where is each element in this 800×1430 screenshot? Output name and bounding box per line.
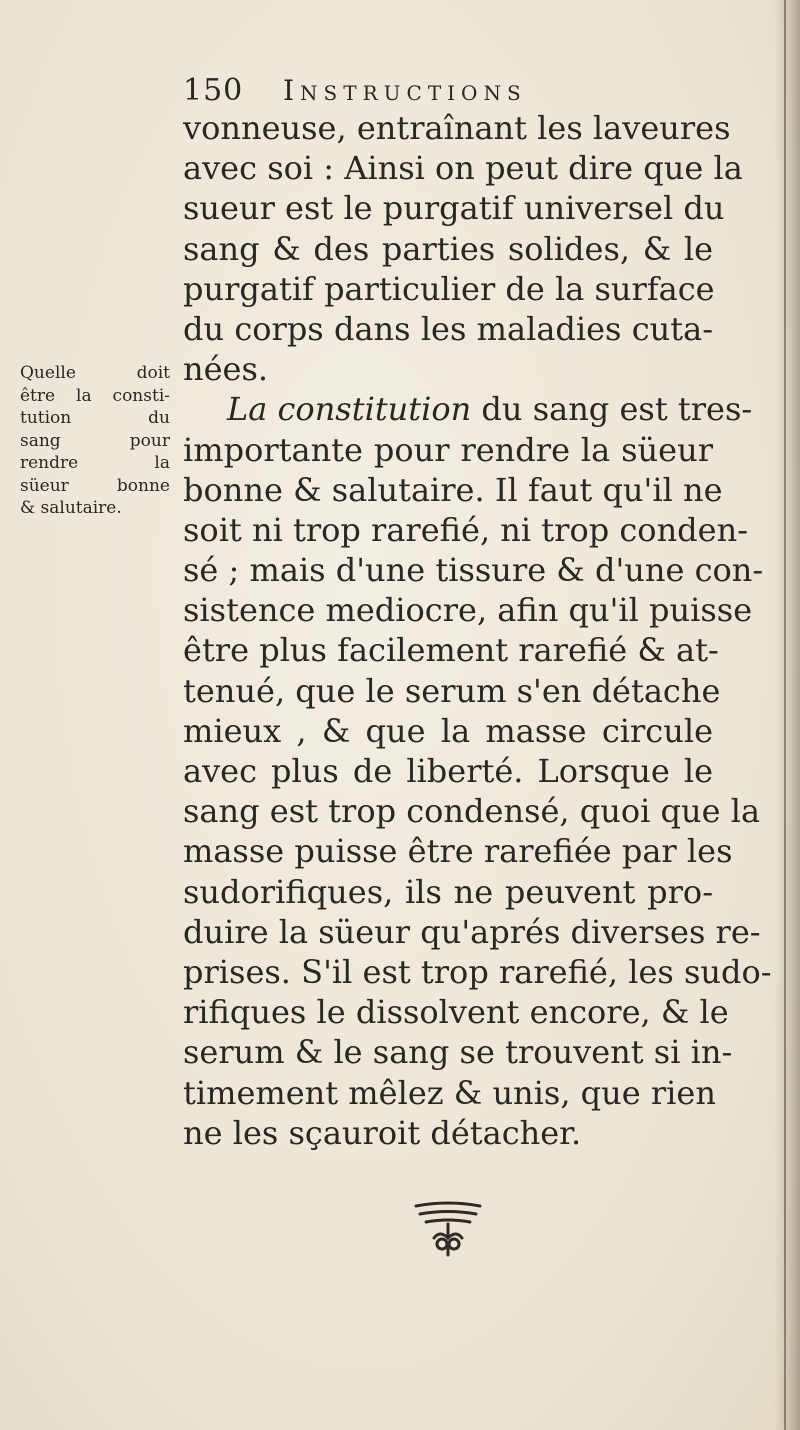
text-fragment: du sang est tres- — [471, 390, 753, 429]
text-line: sé ; mais d'une tissure & d'une con- — [183, 551, 764, 590]
text-line: purgatif particulier de la surface — [183, 269, 715, 308]
text-line — [183, 389, 753, 429]
printer-ornament-icon — [412, 1198, 484, 1258]
text-line: sudorifiques, ils ne peuvent pro- — [183, 872, 713, 911]
text-line: soit ni trop rarefié, ni trop conden- — [183, 510, 749, 549]
text-line: sistence mediocre, afin qu'il puisse — [183, 591, 753, 630]
margin-note-line: sang pour — [20, 430, 170, 451]
text-line: tenué, que le serum s'en détache — [183, 671, 721, 710]
text-line: serum & le sang se trouvent si in- — [183, 1033, 733, 1072]
text-line: ne les sçauroit détacher. — [183, 1113, 582, 1152]
text-line: importante pour rendre la süeur — [183, 430, 713, 469]
running-title: Instructions — [283, 74, 527, 107]
text-line: prises. S'il est trop rarefié, les sudo- — [183, 952, 772, 991]
text-line: être plus facilement rarefié & at- — [183, 631, 719, 670]
text-line: masse puisse être rarefiée par les — [183, 832, 733, 871]
text-line: nées. — [183, 350, 269, 389]
text-line: avec soi : Ainsi on peut dire que la — [183, 149, 743, 188]
text-line: mieux , & que la masse circule — [183, 711, 713, 750]
text-line: rifiques le dissolvent encore, & le — [183, 993, 729, 1032]
margin-note-line: süeur bonne — [20, 475, 170, 496]
text-line: avec plus de liberté. Lorsque le — [183, 752, 713, 790]
italic-phrase: La constitution — [227, 390, 472, 429]
margin-note — [20, 362, 170, 520]
margin-note-line: Quelle doit — [20, 363, 170, 383]
margin-note-line: être la consti- — [20, 385, 170, 406]
text-line: timement mêlez & unis, que rien — [183, 1073, 716, 1112]
text-line: sang est trop condensé, quoi que la — [183, 792, 761, 831]
text-line: vonneuse, entraînant les laveures — [183, 109, 731, 147]
page-edge-line — [784, 0, 786, 1430]
text-line: bonne & salutaire. Il faut qu'il ne — [183, 470, 723, 509]
margin-note-line: tution du — [20, 408, 170, 428]
text-line: duire la süeur qu'aprés diverses re- — [183, 912, 761, 951]
text-line: sang & des parties solides, & le — [183, 229, 713, 268]
text-line: du corps dans les maladies cuta- — [183, 309, 713, 348]
text-line: sueur est le purgatif universel du — [183, 189, 725, 228]
page-edge-shadow — [774, 0, 800, 1430]
body-text — [183, 108, 772, 1153]
page-number: 150 — [183, 73, 244, 108]
margin-note-line: & salutaire. — [20, 498, 122, 518]
margin-note-line: rendre la — [20, 453, 170, 473]
